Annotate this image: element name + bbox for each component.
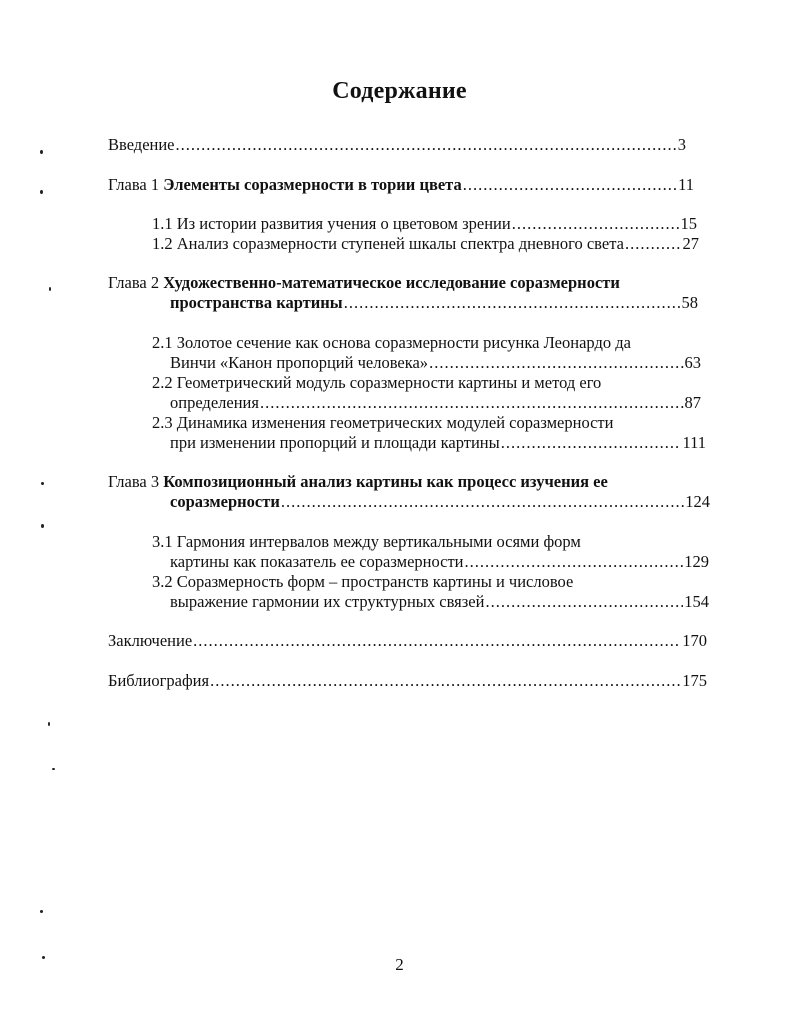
scan-speck [41, 524, 44, 528]
toc-entry-section-2-1-line-2 [170, 353, 701, 372]
toc-label: Библиография [108, 671, 210, 690]
toc-leader [625, 234, 682, 253]
toc-entry-section-3-2-line-1: 3.2 Соразмерность форм – пространств картины и числовое [152, 572, 574, 591]
scan-speck [48, 722, 50, 726]
toc-label [170, 293, 343, 312]
toc-entry-section-1-2 [152, 234, 699, 253]
page-title: Содержание [332, 78, 467, 104]
chapter-prefix: Глава 1 [108, 175, 164, 194]
toc-label: 1.2 Анализ соразмерности ступеней шкалы спектра дневного света [152, 234, 624, 253]
toc-page-number: 129 [684, 552, 709, 571]
toc-label: при изменении пропорций и площади картины [170, 433, 500, 452]
toc-page-number: 175 [682, 671, 707, 690]
chapter-title: Художественно-математическое исследование соразмерности [163, 273, 620, 292]
toc-label: определения [170, 393, 259, 412]
chapter-prefix: Глава 3 [108, 472, 164, 491]
toc-entry-chapter-2-line-2 [170, 293, 698, 312]
scan-speck [40, 150, 43, 154]
toc-label: выражение гармонии их структурных связей [170, 592, 485, 611]
toc-label: 1.1 Из истории развития учения о цветовом зрении [152, 214, 511, 233]
scan-speck [49, 287, 51, 291]
toc-entry-section-2-3-line-1: 2.3 Динамика изменения геометрических модулей соразмерности [152, 413, 614, 432]
toc-leader [429, 353, 683, 372]
toc-label: Заключение [108, 631, 193, 650]
toc-leader [344, 293, 681, 312]
page-number: 2 [395, 955, 404, 974]
toc-entry-conclusion [108, 631, 707, 650]
toc-leader [463, 175, 677, 194]
chapter-title: Элементы соразмерности в тории цвета [163, 175, 462, 194]
scan-speck [52, 768, 55, 770]
toc-leader [281, 492, 684, 511]
chapter-title-continued: соразмерности [170, 492, 280, 511]
toc-page-number: 11 [678, 175, 694, 194]
toc-page-number: 124 [685, 492, 710, 511]
toc-leader [512, 214, 680, 233]
toc-entry-chapter-3-line-1 [108, 472, 608, 491]
toc-label [170, 492, 280, 511]
toc-leader [193, 631, 681, 650]
toc-page-number: 170 [682, 631, 707, 650]
chapter-title: Композиционный анализ картины как процесс изучения ее [163, 472, 608, 491]
toc-label: Винчи «Канон пропорций человека» [170, 353, 429, 372]
toc-entry-section-2-3-line-2 [170, 433, 706, 452]
toc-leader [485, 592, 683, 611]
chapter-title-continued: пространства картины [170, 293, 343, 312]
toc-entry-section-3-2-line-2 [170, 592, 709, 611]
toc-entry-intro [108, 135, 686, 154]
toc-page-number: 58 [681, 293, 698, 312]
toc-page-number: 154 [684, 592, 709, 611]
toc-entry-section-3-1-line-2 [170, 552, 709, 571]
toc-label: картины как показатель ее соразмерности [170, 552, 464, 571]
toc-leader [176, 135, 677, 154]
toc-page-number: 3 [677, 135, 686, 154]
toc-entry-chapter-1 [108, 175, 694, 194]
scan-speck [40, 910, 43, 913]
toc-label [108, 175, 462, 194]
toc-page-number: 63 [684, 353, 701, 372]
toc-leader [465, 552, 684, 571]
toc-entry-section-2-2-line-2 [170, 393, 701, 412]
toc-page-number: 15 [680, 214, 697, 233]
toc-entry-section-2-1-line-1: 2.1 Золотое сечение как основа соразмерности рисунка Леонардо да [152, 333, 631, 352]
toc-entry-section-1-1 [152, 214, 697, 233]
toc-label: Введение [108, 135, 175, 154]
toc-entry-chapter-2-line-1 [108, 273, 620, 292]
chapter-prefix: Глава 2 [108, 273, 164, 292]
toc-leader [210, 671, 681, 690]
toc-page-number: 27 [682, 234, 699, 253]
toc-page-number: 111 [682, 433, 706, 452]
toc-leader [501, 433, 682, 452]
scan-speck [40, 190, 43, 194]
toc-entry-section-3-1-line-1: 3.1 Гармония интервалов между вертикальными осями форм [152, 532, 581, 551]
toc-entry-chapter-3-line-2 [170, 492, 710, 511]
scan-speck [41, 482, 44, 485]
toc-page-number: 87 [684, 393, 701, 412]
toc-entry-bibliography [108, 671, 707, 690]
toc-leader [260, 393, 684, 412]
toc-entry-section-2-2-line-1: 2.2 Геометрический модуль соразмерности картины и метод его [152, 373, 602, 392]
